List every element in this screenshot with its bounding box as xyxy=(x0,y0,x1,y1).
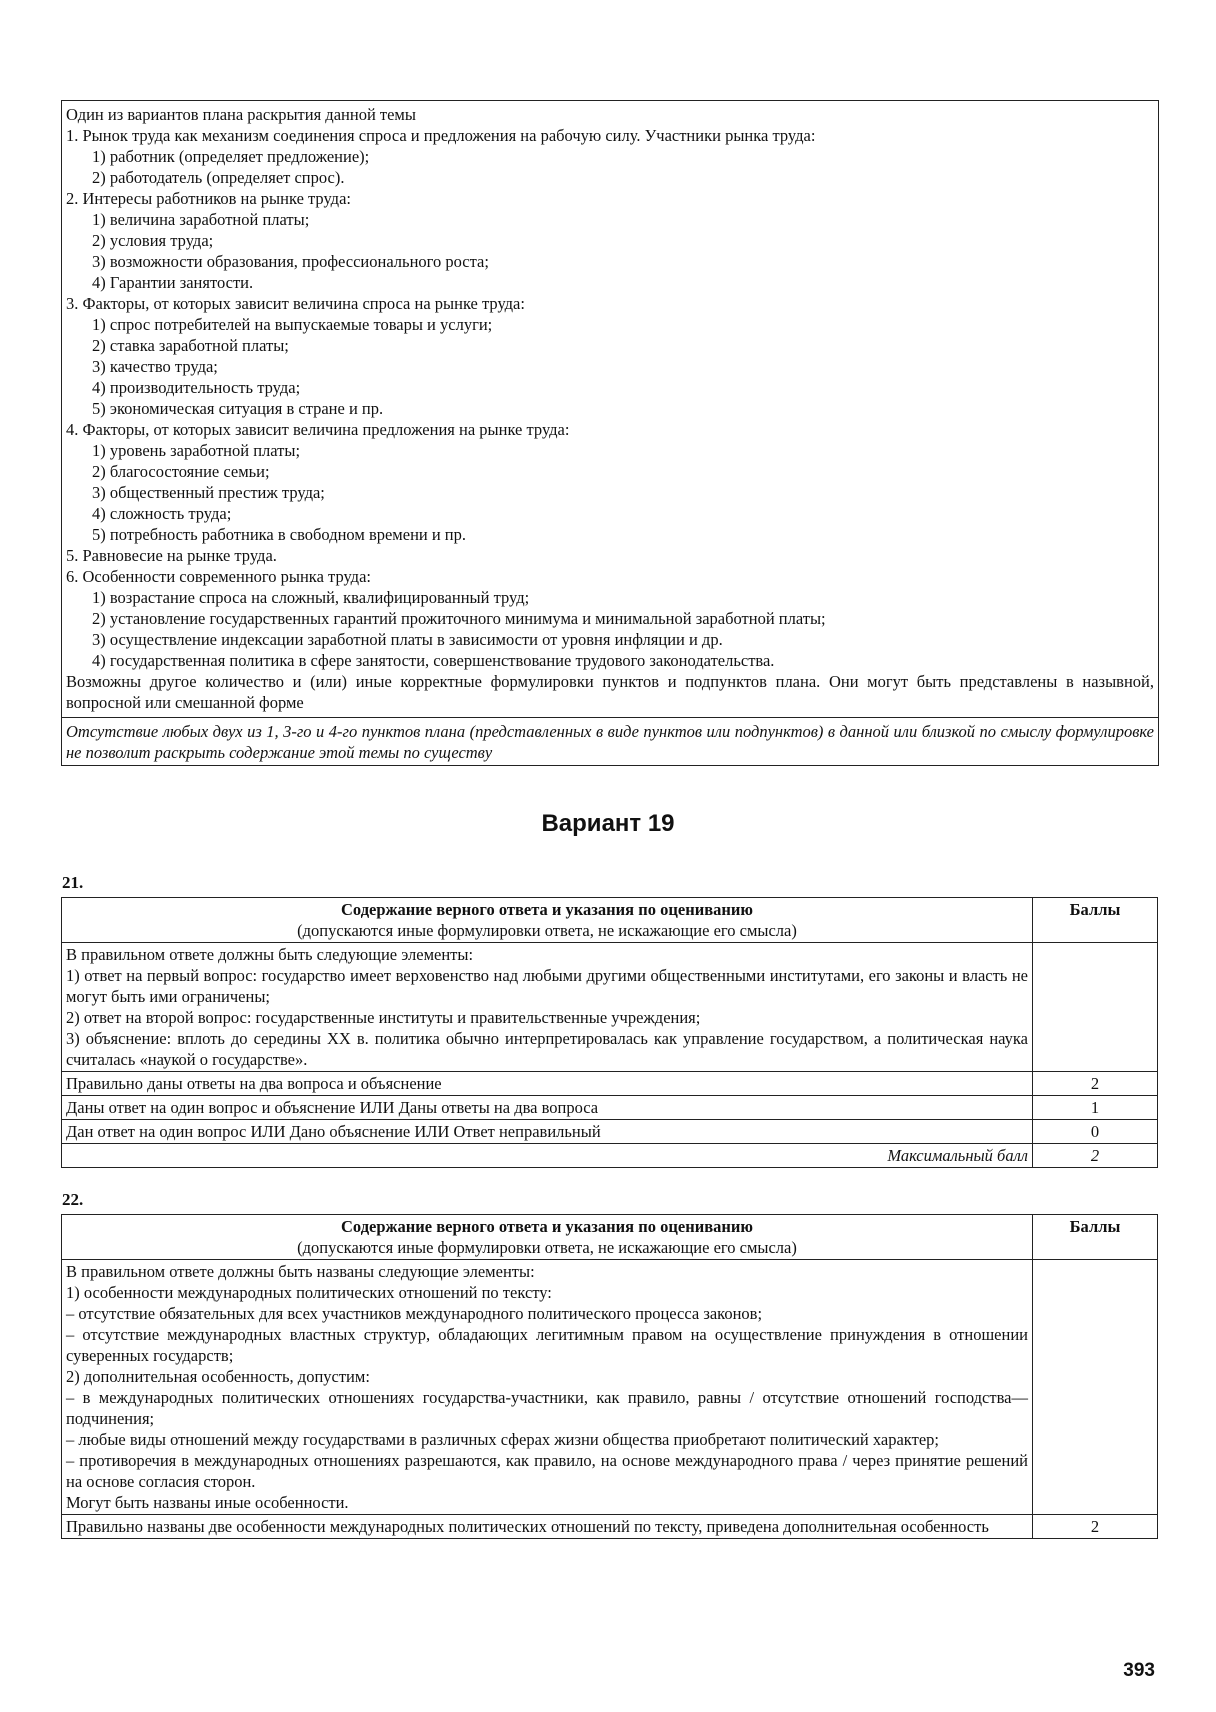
max-score-value: 2 xyxy=(1033,1144,1158,1168)
content-header-subtitle: (допускаются иные формулировки ответа, не искажающие его смысла) xyxy=(297,1238,797,1257)
plan-item: 1) уровень заработной платы; xyxy=(92,441,301,460)
table-header xyxy=(62,1215,1158,1260)
plan-item: 5) потребность работника в свободном времени и пр. xyxy=(92,525,467,544)
criterion-points: 0 xyxy=(1033,1120,1158,1144)
answer-line: – в международных политических отношениях государства-участники, как правило, равны / отсутствие отношений господства—подчинения; xyxy=(66,1388,1028,1428)
plan-item: 1) величина заработной платы; xyxy=(92,210,310,229)
plan-item: 2) условия труда; xyxy=(92,231,214,250)
content-header-cell xyxy=(62,898,1033,943)
criterion-text: Даны ответ на один вопрос и объяснение ИЛИ Даны ответы на два вопроса xyxy=(62,1096,1033,1120)
points-header: Баллы xyxy=(1033,1215,1158,1260)
variant-title: Вариант 19 xyxy=(541,810,675,837)
criteria-row xyxy=(62,1096,1158,1120)
plan-item: 4. Факторы, от которых зависит величина предложения на рынке труда: xyxy=(66,420,570,439)
plan-item: 6. Особенности современного рынка труда: xyxy=(66,567,371,586)
answer-row xyxy=(62,943,1158,1072)
plan-item: 3) общественный престиж труда; xyxy=(92,483,325,502)
criterion-text: Правильно названы две особенности международных политических отношений по тексту, приведена дополнительная особенность xyxy=(62,1515,1033,1539)
plan-item: 4) государственная политика в сфере занятости, совершенствование трудового законодательства. xyxy=(92,651,775,670)
answer-line: В правильном ответе должны быть названы следующие элементы: xyxy=(66,1262,535,1281)
content-header-cell xyxy=(62,1215,1033,1260)
answer-line: – противоречия в международных отношениях разрешаются, как правило, на основе международного права / через принятие решений на основе согласия сторон. xyxy=(66,1451,1028,1491)
answer-content xyxy=(62,1260,1033,1515)
plan-item: 4) производительность труда; xyxy=(92,378,301,397)
plan-item: 3) качество труда; xyxy=(92,357,218,376)
content-header-title: Содержание верного ответа и указания по оцениванию xyxy=(341,900,753,919)
criterion-points: 2 xyxy=(1033,1072,1158,1096)
plan-item: 1) спрос потребителей на выпускаемые товары и услуги; xyxy=(92,315,493,334)
plan-item: 5. Равновесие на рынке труда. xyxy=(66,546,277,565)
answer-content xyxy=(62,943,1033,1072)
plan-item: 4) сложность труда; xyxy=(92,504,232,523)
answer-line: – отсутствие обязательных для всех участников международного политического процесса законов; xyxy=(66,1304,763,1323)
plan-alternatives: Возможны другое количество и (или) иные корректные формулировки пунктов и подпунктов плана. Они могут быть представлены в назывной, вопросной или смешанной форме xyxy=(66,672,1154,712)
plan-item: 3) возможности образования, профессионального роста; xyxy=(92,252,489,271)
content-header-title: Содержание верного ответа и указания по оцениванию xyxy=(341,1217,753,1236)
plan-item: 2. Интересы работников на рынке труда: xyxy=(66,189,351,208)
answer-line: 1) особенности международных политических отношений по тексту: xyxy=(66,1283,552,1302)
answer-line: Могут быть названы иные особенности. xyxy=(66,1493,349,1512)
criterion-text: Дан ответ на один вопрос ИЛИ Дано объяснение ИЛИ Ответ неправильный xyxy=(62,1120,1033,1144)
max-score-label: Максимальный балл xyxy=(62,1144,1033,1168)
answer-line: 2) дополнительная особенность, допустим: xyxy=(66,1367,370,1386)
plan-item: 2) работодатель (определяет спрос). xyxy=(92,168,345,187)
plan-list xyxy=(66,125,1154,671)
answer-row xyxy=(62,1260,1158,1515)
answer-line: – любые виды отношений между государствами в различных сферах жизни общества приобретают политический характер; xyxy=(66,1430,939,1449)
plan-item: 2) установление государственных гарантий прожиточного минимума и минимальной заработной платы; xyxy=(92,609,826,628)
plan-item: 4) Гарантии занятости. xyxy=(92,273,254,292)
plan-item: 5) экономическая ситуация в стране и пр. xyxy=(92,399,384,418)
answer-points-empty xyxy=(1033,1260,1158,1515)
plan-item: 3) осуществление индексации заработной платы в зависимости от уровня инфляции и др. xyxy=(92,630,723,649)
grading-table-21 xyxy=(61,897,1158,1168)
answer-line: 1) ответ на первый вопрос: государство имеет верховенство над любыми другими общественными институтами, его законы и власть не могут быть ими ограничены; xyxy=(66,966,1028,1006)
table-header xyxy=(62,898,1158,943)
criterion-points: 2 xyxy=(1033,1515,1158,1539)
plan-item: 1) возрастание спроса на сложный, квалифицированный труд; xyxy=(92,588,530,607)
content-header-subtitle: (допускаются иные формулировки ответа, не искажающие его смысла) xyxy=(297,921,797,940)
answer-line: 2) ответ на второй вопрос: государственные институты и правительственные учреждения; xyxy=(66,1008,701,1027)
page-number: 393 xyxy=(1123,1660,1155,1681)
criterion-text: Правильно даны ответы на два вопроса и объяснение xyxy=(62,1072,1033,1096)
criteria-row xyxy=(62,1072,1158,1096)
answer-points-empty xyxy=(1033,943,1158,1072)
grading-table-22 xyxy=(61,1214,1158,1539)
plan-item: 2) ставка заработной платы; xyxy=(92,336,289,355)
criteria-row xyxy=(62,1120,1158,1144)
question-number-21: 21. xyxy=(62,873,84,892)
plan-heading: Один из вариантов плана раскрытия данной темы xyxy=(66,105,416,124)
plan-item: 3. Факторы, от которых зависит величина спроса на рынке труда: xyxy=(66,294,525,313)
points-header: Баллы xyxy=(1033,898,1158,943)
max-score-row xyxy=(62,1144,1158,1168)
criterion-points: 1 xyxy=(1033,1096,1158,1120)
criteria-row xyxy=(62,1515,1158,1539)
answer-line: В правильном ответе должны быть следующие элементы: xyxy=(66,945,474,964)
plan-item: 2) благосостояние семьи; xyxy=(92,462,270,481)
plan-item: 1. Рынок труда как механизм соединения спроса и предложения на рабочую силу. Участники рынка труда: xyxy=(66,126,816,145)
plan-box xyxy=(61,100,1159,766)
plan-note: Отсутствие любых двух из 1, 3-го и 4-го пунктов плана (представленных в виде пунктов или подпунктов) в данной или близкой по смыслу формулировке не позволит раскрыть содержание этой темы по существу xyxy=(62,717,1158,763)
answer-line: 3) объяснение: вплоть до середины XX в. политика обычно интерпретировалась как управление государством, а политическая наука считалась «наукой о государстве». xyxy=(66,1029,1028,1069)
plan-item: 1) работник (определяет предложение); xyxy=(92,147,370,166)
answer-line: – отсутствие международных властных структур, обладающих легитимным правом на осуществление принуждения в отношении суверенных государств; xyxy=(66,1325,1028,1365)
question-number-22: 22. xyxy=(62,1190,84,1209)
